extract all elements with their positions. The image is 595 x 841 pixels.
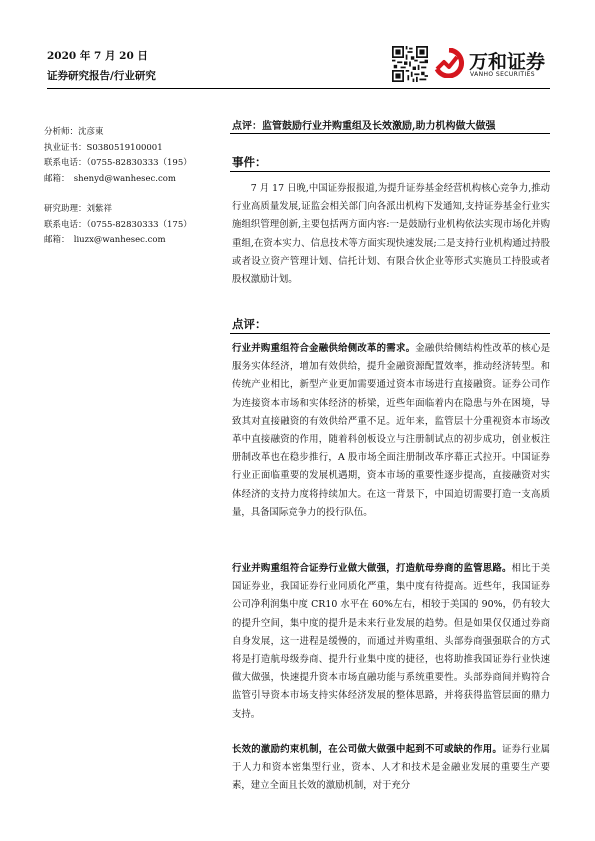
analyst-cert: 执业证书：S0380519100001 bbox=[44, 142, 163, 153]
paragraph-2-lead: 行业并购重组符合证券行业做大做强，打造航母券商的监管思路。 bbox=[232, 563, 512, 574]
company-logo bbox=[433, 46, 553, 82]
logo-name-cn: 万和证券 bbox=[469, 51, 546, 73]
review-heading: 点评： bbox=[232, 317, 267, 331]
report-type: 证券研究报告/行业研究 bbox=[47, 70, 156, 82]
event-rule bbox=[230, 171, 550, 172]
review-paragraph-3 bbox=[232, 741, 550, 796]
paragraph-1-lead: 行业并购重组符合金融供给侧改革的需求。 bbox=[232, 343, 416, 354]
review-paragraph-1 bbox=[232, 340, 550, 522]
assistant-name: 研究助理：刘紫祥 bbox=[44, 204, 113, 214]
paragraph-1-body: 金融供给侧结构性改革的核心是服务实体经济，增加有效供给，提升金融资源配置效率，推动经济转型。和传统产业相比，新型产业更加需要通过资本市场进行直接融资。证券公司作为连接资本市场和实体经济的桥梁，近些年面临着内在隐患与外在困境，导致其对直接融资的有效供给严重不足。近年来，监管层十分重视资本市场改革中直接融资的作用，随着科创板设立与注册制试点的初步成功，创业板注册制改革也在稳步推行，A 股市场全面注册制改革序幕正式拉开。中国证券行业正面临重要的发展机遇期，资本市场的重要性逐步提高，直接融资对实体经济的支持力度将持续加大。在这一背景下，中国迫切需要打造一支高质量，具备国际竞争力的投行队伍。 bbox=[232, 343, 550, 518]
report-title: 点评：监管鼓励行业并购重组及长效激励,助力机构做大做强 bbox=[232, 121, 496, 132]
review-rule bbox=[230, 333, 550, 334]
report-date: 2020 年 7 月 20 日 bbox=[47, 50, 148, 62]
qr-code-icon bbox=[392, 46, 428, 82]
paragraph-3-body: 证券行业属于人力和资本密集型行业，资本、人才和技术是金融业发展的重要生产要素，建立全面且长效的激励机制，对于充分 bbox=[232, 744, 550, 792]
analyst-name: 分析师：沈彦東 bbox=[44, 127, 104, 137]
assistant-email: 邮箱： liuzx@wanhesec.com bbox=[44, 235, 166, 245]
analyst-phone: 联系电话：（0755-82830333（195） bbox=[44, 158, 192, 168]
logo-name-en: VANHO SECURITIES bbox=[470, 71, 536, 78]
assistant-phone: 联系电话：（0755-82830333（175） bbox=[44, 219, 192, 230]
event-text: 7 月 17 日晚,中国证券报报道,为提升证券基金经营机构核心竞争力,推动行业高质量发展,证监会相关部门向各派出机构下发通知,支持证券基金行业实施组织管理创新,主要包括两方面内容:一是鼓励行业机构依法实现市场化并购重组,在资本实力、信息技术等方面实现快速发展;二是支持行业机构通过持股或者设立资产管理计划、信托计划、有限合伙企业等形式实施员工持股或者股权激励计划。 bbox=[232, 183, 550, 286]
analyst-info bbox=[44, 125, 214, 249]
title-rule bbox=[230, 133, 550, 134]
review-paragraph-2 bbox=[232, 560, 550, 724]
logo-mark-icon bbox=[433, 48, 465, 78]
paragraph-2-body: 相比于美国证券业，我国证券行业同质化严重，集中度有待提高。近些年，我国证券公司净利润集中度 CR10 水平在 60%左右，相较于美国的 90%，仍有较大的提升空间，集中度的提升是未来行业发展的趋势。但是如果仅仅通过券商自身发展，这一进程是缓慢的，而通过并购重组、头部券商强强联合的方式将是打造航母级券商、提升行业集中度的捷径，也将助推我国证券行业快速做大做强，快速提升资本市场直融功能与系统重要性。头部券商间并购符合监管引导资本市场支持实体经济发展的整体思路，并将获得监管层面的鼎力支持。 bbox=[232, 563, 550, 720]
event-heading: 事件： bbox=[232, 155, 267, 169]
header-rule bbox=[47, 88, 550, 89]
paragraph-3-lead: 长效的激励约束机制，在公司做大做强中起到不可或缺的作用。 bbox=[232, 744, 503, 755]
analyst-email: 邮箱： shenyd@wanhesec.com bbox=[44, 173, 176, 184]
